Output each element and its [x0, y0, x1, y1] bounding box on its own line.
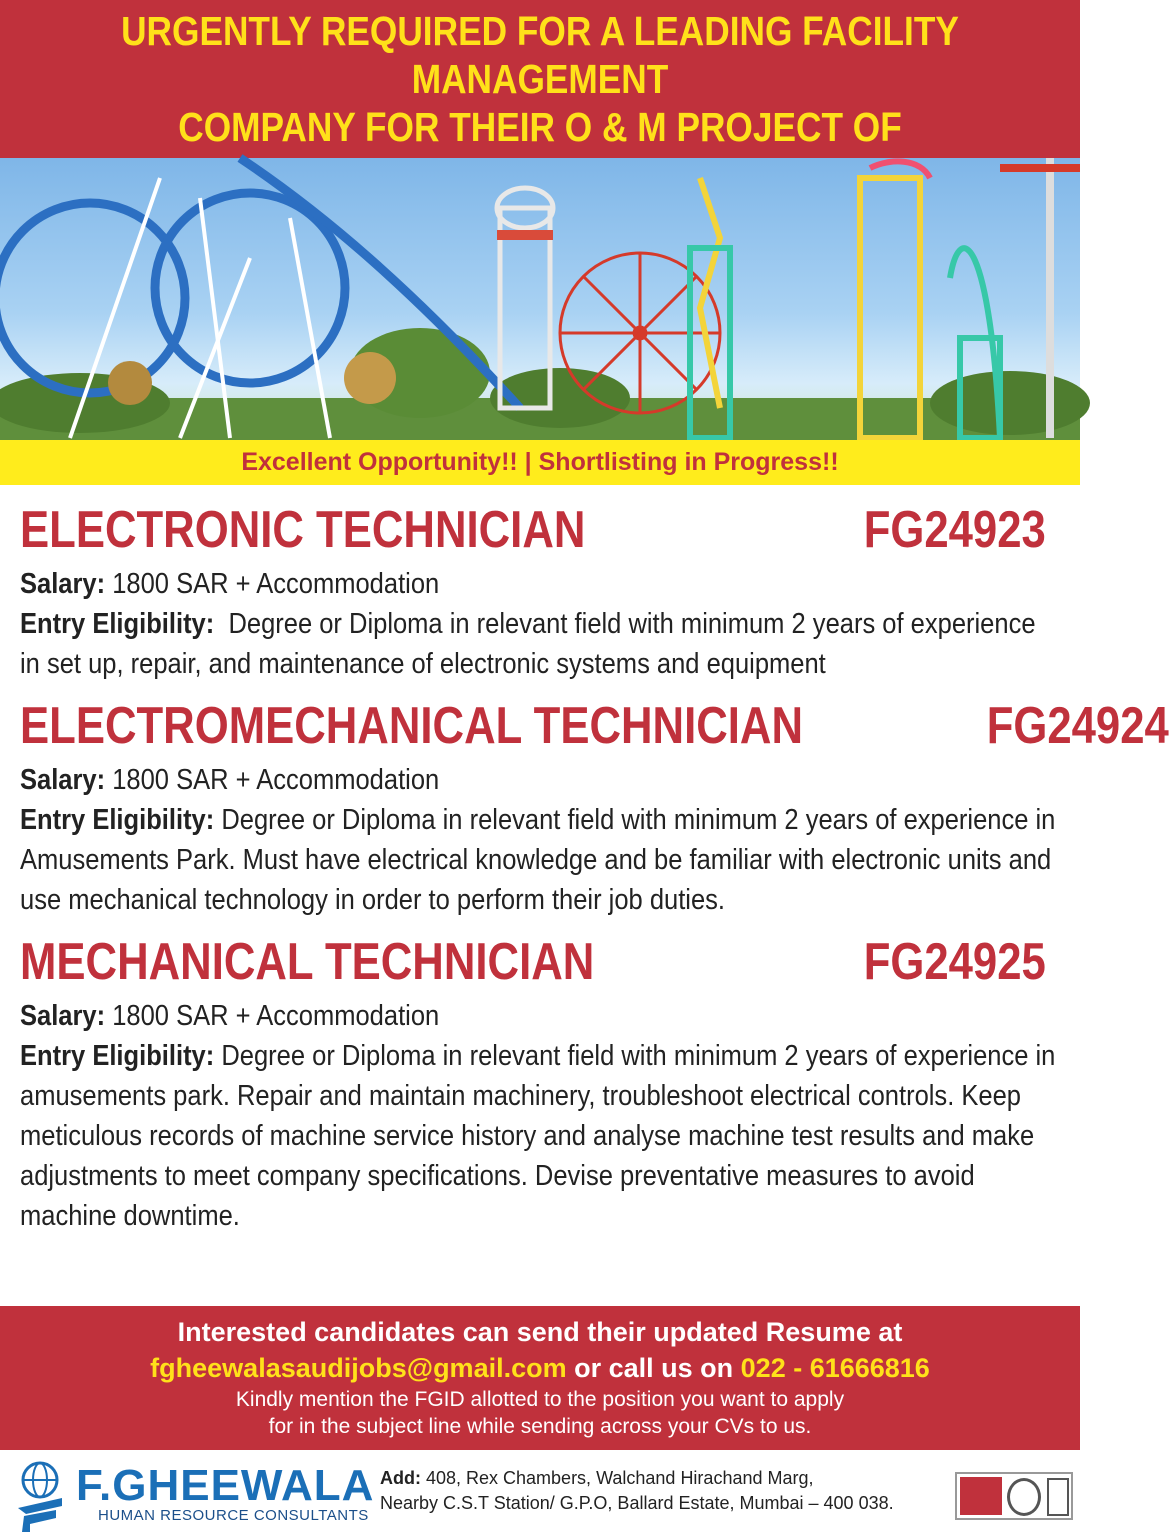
- job-code: FG24925: [863, 933, 1046, 991]
- headline-line-1: URGENTLY REQUIRED FOR A LEADING FACILITY MANAGEMENT: [121, 8, 959, 102]
- eligibility-value: Degree or Diploma in relevant field with minimum 2 years of experience in amusements park. Repair and maintain machinery, troubleshoot electrical controls. Keep meticulous records of machine service history and analyse machine test results and make adjustments to meet company specifications. Devise preventative measures to avoid machine downtime.: [20, 1040, 1056, 1232]
- salary-line: [20, 564, 1060, 604]
- job-title-row: [20, 684, 1169, 760]
- job-title: ELECTROMECHANICAL TECHNICIAN: [20, 697, 803, 755]
- job-title: MECHANICAL TECHNICIAN: [20, 933, 595, 991]
- seal-icon: [1007, 1478, 1041, 1516]
- job-listing: [20, 920, 1060, 1236]
- amusement-park-illustration: [0, 158, 1080, 440]
- apply-line: Interested candidates can send their updated Resume at: [177, 1317, 903, 1347]
- eligibility-value: Degree or Diploma in relevant field with minimum 2 years of experience in set up, repair, and maintenance of electronic systems and equipment: [20, 608, 1036, 680]
- company-address: [380, 1466, 894, 1516]
- salary-value: 1800 SAR + Accommodation: [112, 764, 440, 796]
- apply-instructions: [0, 1306, 1080, 1450]
- headline-line-2: COMPANY FOR THEIR O & M PROJECT OF: [178, 104, 902, 150]
- note-line-1: Kindly mention the FGID allotted to the position you want to apply: [235, 1388, 845, 1411]
- eligibility-label: Entry Eligibility:: [20, 1040, 215, 1072]
- salary-value: 1800 SAR + Accommodation: [112, 568, 440, 600]
- bureau-veritas-icon: [960, 1477, 1002, 1515]
- salary-label: Salary:: [20, 764, 106, 796]
- globe-logo-icon: [10, 1458, 70, 1534]
- job-title-row: [20, 920, 1060, 996]
- salary-label: Salary:: [20, 568, 106, 600]
- contact-line: [0, 1350, 1080, 1386]
- salary-line: [20, 996, 1060, 1036]
- phone-number[interactable]: 022 - 61666816: [740, 1353, 930, 1383]
- job-code: FG24923: [863, 501, 1046, 559]
- eligibility-text: [20, 604, 1060, 684]
- email-link[interactable]: fgheewalasaudijobs@gmail.com: [150, 1353, 567, 1383]
- salary-label: Salary:: [20, 1000, 106, 1032]
- address-line-1: 408, Rex Chambers, Walchand Hirachand Marg,: [420, 1468, 814, 1488]
- company-name: F.GHEEWALA: [76, 1461, 375, 1510]
- job-listings: [20, 488, 1169, 1236]
- address-label: Add:: [380, 1468, 421, 1488]
- certification-badge-icon: [955, 1472, 1073, 1520]
- job-code: FG24924: [986, 697, 1169, 755]
- job-listing: [20, 684, 1169, 920]
- job-title: ELECTRONIC TECHNICIAN: [20, 501, 586, 559]
- eligibility-value: Degree or Diploma in relevant field with minimum 2 years of experience in Amusements Park. Must have electrical knowledge and be familiar with electronic units and use mechanical technology in order to perform their job duties.: [20, 804, 1056, 916]
- ukas-icon: [1047, 1478, 1069, 1516]
- eligibility-text: [20, 1036, 1060, 1236]
- note-line-2: for in the subject line while sending across your CVs to us.: [268, 1415, 812, 1438]
- salary-value: 1800 SAR + Accommodation: [112, 1000, 440, 1032]
- job-title-row: [20, 488, 1060, 564]
- headline-block: [0, 0, 1080, 158]
- company-tagline: HUMAN RESOURCE CONSULTANTS: [98, 1507, 369, 1524]
- company-footer: [0, 1450, 1080, 1539]
- opportunity-banner: Excellent Opportunity!! | Shortlisting in Progress!!: [0, 440, 1080, 485]
- address-line-2: Nearby C.S.T Station/ G.P.O, Ballard Estate, Mumbai – 400 038.: [380, 1493, 894, 1513]
- amusement-park-photo: [0, 158, 1080, 440]
- eligibility-text: [20, 800, 1060, 920]
- eligibility-label: Entry Eligibility:: [20, 608, 215, 640]
- job-listing: [20, 488, 1060, 684]
- salary-line: [20, 760, 1060, 800]
- eligibility-label: Entry Eligibility:: [20, 804, 215, 836]
- call-text: or call us on: [566, 1353, 741, 1383]
